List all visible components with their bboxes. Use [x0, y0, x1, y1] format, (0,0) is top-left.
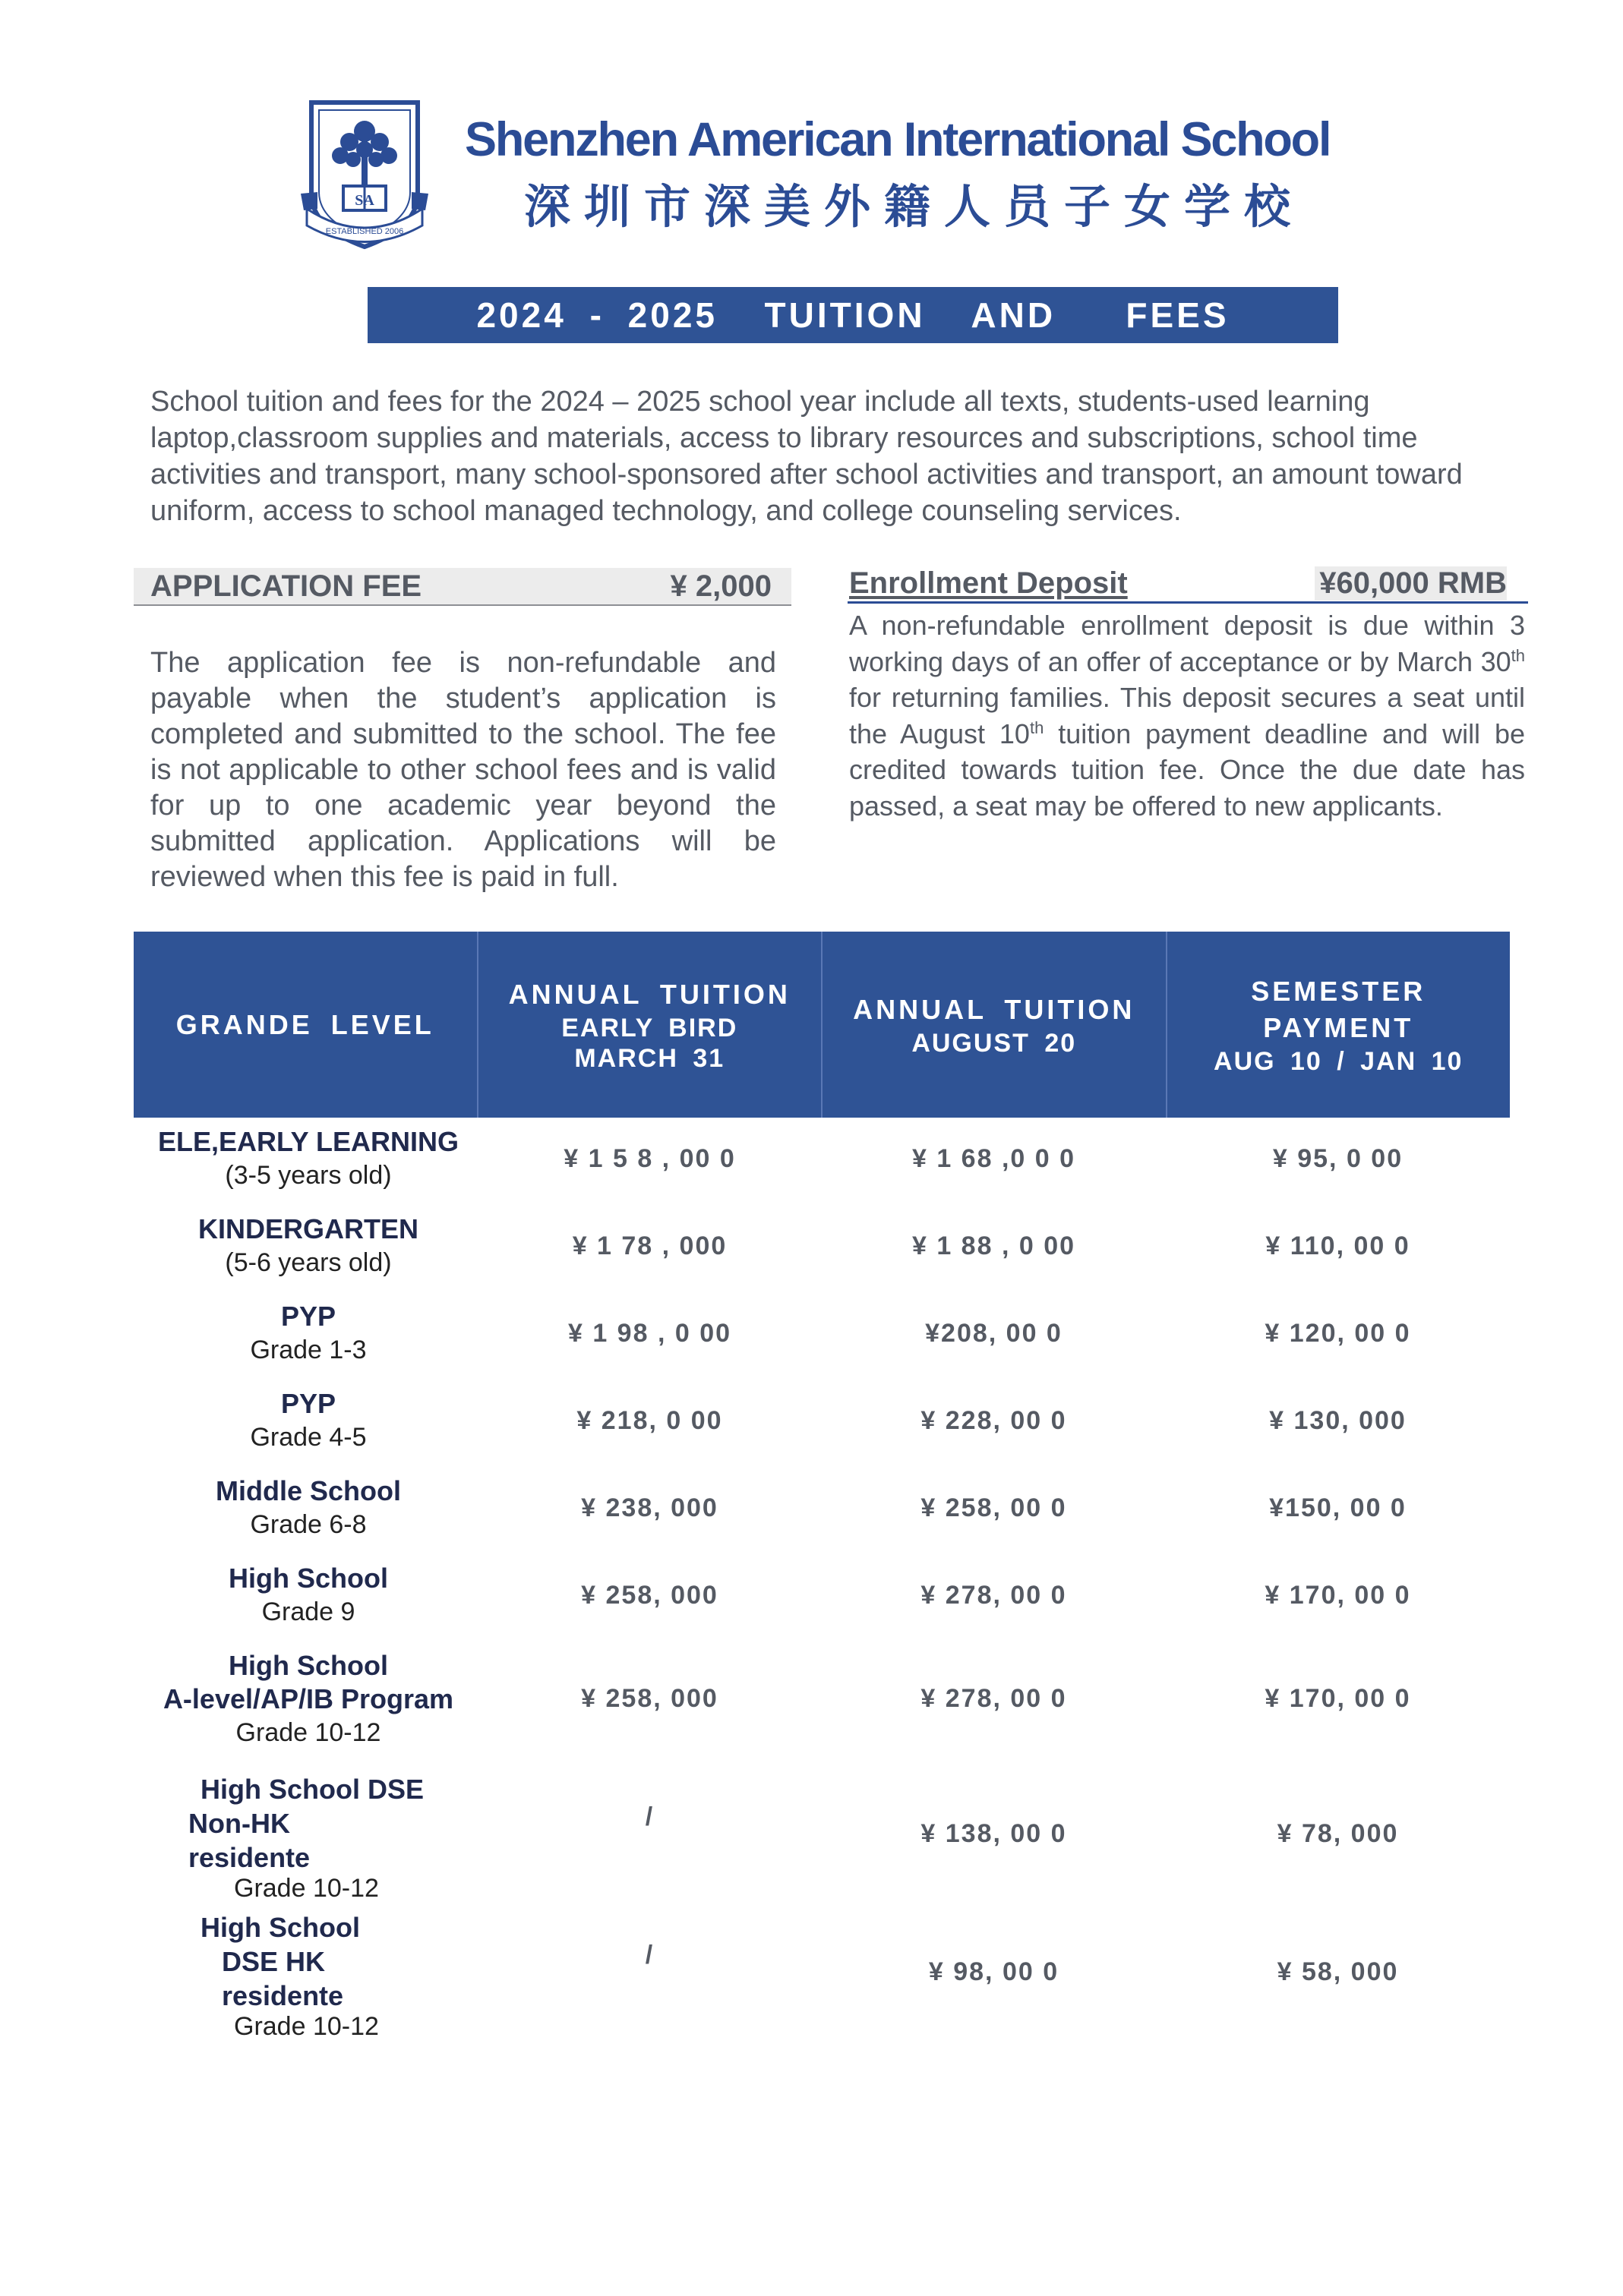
- deposit-text-part: for returning families. This deposit secures a seat until the August 10: [849, 682, 1525, 749]
- august-tuition: ¥ 258, 00 0: [920, 1493, 1067, 1522]
- semester-payment: ¥ 130, 000: [1269, 1406, 1407, 1435]
- grade-level-cell: [134, 1300, 483, 1367]
- header-grade-level: [134, 932, 478, 1118]
- table-row: [134, 1213, 1510, 1288]
- grade-level-cell: [134, 1125, 483, 1192]
- grade-level-cell: [201, 1910, 550, 2040]
- semester-payment: ¥ 170, 00 0: [1265, 1684, 1411, 1713]
- grade-level-name: High School DSE: [201, 1774, 425, 1805]
- grade-level-program: A-level/AP/IB Program: [163, 1683, 454, 1714]
- grade-level-age: (5-6 years old): [225, 1248, 392, 1277]
- header-line: PAYMENT: [1263, 1011, 1414, 1043]
- grade-level-cell: [134, 1474, 483, 1541]
- header-annual-tuition-early-bird: [478, 932, 823, 1118]
- semester-payment: ¥ 78, 000: [1277, 1819, 1399, 1848]
- header-line: MARCH 31: [574, 1043, 725, 1073]
- enrollment-deposit-description: [849, 607, 1525, 824]
- enrollment-deposit-label: Enrollment Deposit: [849, 566, 1128, 600]
- grade-level-residency: residente: [222, 1980, 344, 2011]
- svg-text:SA: SA: [355, 192, 374, 209]
- header-line: SEMESTER: [1251, 975, 1426, 1007]
- early-bird-tuition: ¥ 1 5 8 , 00 0: [564, 1144, 736, 1173]
- grade-level-residency: Non-HK: [188, 1808, 290, 1839]
- application-fee-heading: [134, 568, 791, 606]
- header-semester-payment: [1167, 932, 1511, 1118]
- grade-level-program: DSE HK: [222, 1946, 326, 1977]
- august-tuition: ¥ 1 88 , 0 00: [911, 1232, 1076, 1260]
- semester-payment: ¥ 95, 0 00: [1272, 1144, 1404, 1173]
- grade-level-residency: residente: [188, 1842, 311, 1873]
- table-row: [134, 1772, 1510, 1901]
- header-line: ANNUAL TUITION: [853, 993, 1135, 1025]
- school-name-english: Shenzhen American International School: [465, 113, 1331, 166]
- grade-level-grades: Grade 1-3: [250, 1336, 367, 1364]
- grade-level-age: (3-5 years old): [225, 1161, 392, 1190]
- table-row: [134, 1910, 1510, 2039]
- semester-payment: ¥ 120, 00 0: [1265, 1319, 1411, 1348]
- grade-level-grades: Grade 9: [261, 1597, 355, 1626]
- grade-level-name: High School: [201, 1912, 360, 1943]
- application-fee-amount: ¥ 2,000: [670, 569, 772, 603]
- august-tuition: ¥ 98, 00 0: [928, 1957, 1059, 1986]
- grade-level-name: High School: [229, 1563, 388, 1594]
- page-title-banner: 2024 - 2025 TUITION AND FEES: [368, 287, 1338, 343]
- august-tuition: ¥ 278, 00 0: [920, 1581, 1067, 1610]
- early-bird-tuition: ¥ 258, 000: [581, 1684, 718, 1713]
- grade-level-grades: Grade 10-12: [234, 2012, 379, 2041]
- semester-payment: ¥ 58, 000: [1277, 1957, 1399, 1986]
- header-line: EARLY BIRD: [561, 1013, 738, 1042]
- grade-level-grades: Grade 10-12: [234, 1874, 379, 1903]
- august-tuition: ¥ 228, 00 0: [920, 1406, 1067, 1435]
- grade-level-name: Middle School: [215, 1475, 401, 1506]
- svg-text:ESTABLISHED 2006: ESTABLISHED 2006: [325, 227, 404, 236]
- table-row: [134, 1300, 1510, 1376]
- deposit-text-part: A non-refundable enrollment deposit is due within 3 working days of an offer of acceptance or by March 30: [849, 610, 1525, 677]
- header-annual-tuition-august: [823, 932, 1167, 1118]
- early-bird-tuition: ¥ 218, 0 00: [576, 1406, 723, 1435]
- grade-level-name: ELE,EARLY LEARNING: [157, 1126, 459, 1157]
- deposit-superscript: th: [1511, 645, 1525, 665]
- table-row: [134, 1125, 1510, 1201]
- enrollment-deposit-heading: [848, 566, 1528, 604]
- august-tuition: ¥208, 00 0: [925, 1319, 1063, 1348]
- table-row: [134, 1387, 1510, 1463]
- school-name-chinese: 深圳市深美外籍人员子女学校: [524, 181, 1305, 232]
- august-tuition: ¥ 1 68 ,0 0 0: [911, 1144, 1076, 1173]
- table-row: [134, 1649, 1510, 1755]
- grade-level-cell: [134, 1213, 483, 1279]
- intro-paragraph: School tuition and fees for the 2024 – 2025 school year include all texts, students-used learning laptop,classroom supplies and materials, access to library resources and subscriptions, school time activities and transport, many school-sponsored after school activities and transport, an amount toward uniform, access to school managed technology, and college counseling services.: [150, 386, 1463, 527]
- grade-level-grades: Grade 6-8: [250, 1510, 367, 1539]
- early-bird-tuition: ¥ 1 78 , 000: [572, 1232, 728, 1260]
- grade-level-grades: Grade 10-12: [235, 1718, 381, 1747]
- application-fee-label: APPLICATION FEE: [150, 569, 422, 603]
- header-line: ANNUAL TUITION: [508, 978, 791, 1010]
- grade-level-name: High School: [229, 1650, 388, 1681]
- application-fee-description: The application fee is non-refundable and payable when the student’s application is completed and submitted to the school. The fee is not applicable to other school fees and is valid for up to one academic year beyond the submitted application. Applications will be reviewed when this fee is paid in full.: [150, 647, 776, 893]
- header-line: AUGUST 20: [911, 1028, 1077, 1058]
- deposit-superscript: th: [1029, 718, 1044, 737]
- grade-level-name: PYP: [280, 1388, 336, 1419]
- grade-level-name: PYP: [280, 1301, 336, 1332]
- grade-level-cell: [134, 1649, 483, 1749]
- tuition-table-header: [134, 932, 1510, 1118]
- semester-payment: ¥150, 00 0: [1269, 1493, 1407, 1522]
- early-bird-tuition: /: [645, 1941, 655, 1970]
- august-tuition: ¥ 278, 00 0: [920, 1684, 1067, 1713]
- deposit-text-part: tuition payment deadline and will be credited towards tuition fee. Once the due date has passed, a seat may be offered to new applicants.: [849, 718, 1525, 822]
- grade-level-cell: [134, 1562, 483, 1629]
- header-line: AUG 10 / JAN 10: [1214, 1046, 1464, 1076]
- table-row: [134, 1474, 1510, 1550]
- grade-level-cell: [188, 1772, 550, 1903]
- semester-payment: ¥ 110, 00 0: [1265, 1232, 1410, 1260]
- early-bird-tuition: ¥ 238, 000: [581, 1493, 718, 1522]
- school-crest-logo: [296, 95, 433, 251]
- grade-level-name: KINDERGARTEN: [197, 1213, 418, 1244]
- early-bird-tuition: ¥ 258, 000: [581, 1581, 718, 1610]
- table-row: [134, 1562, 1510, 1638]
- grade-level-cell: [134, 1387, 483, 1454]
- early-bird-tuition: ¥ 1 98 , 0 00: [567, 1319, 732, 1348]
- enrollment-deposit-amount: ¥60,000 RMB: [1315, 566, 1507, 601]
- early-bird-tuition: /: [645, 1802, 655, 1831]
- header-line: GRANDE LEVEL: [175, 1008, 434, 1040]
- grade-level-grades: Grade 4-5: [250, 1423, 367, 1452]
- semester-payment: ¥ 170, 00 0: [1265, 1581, 1411, 1610]
- august-tuition: ¥ 138, 00 0: [920, 1819, 1067, 1848]
